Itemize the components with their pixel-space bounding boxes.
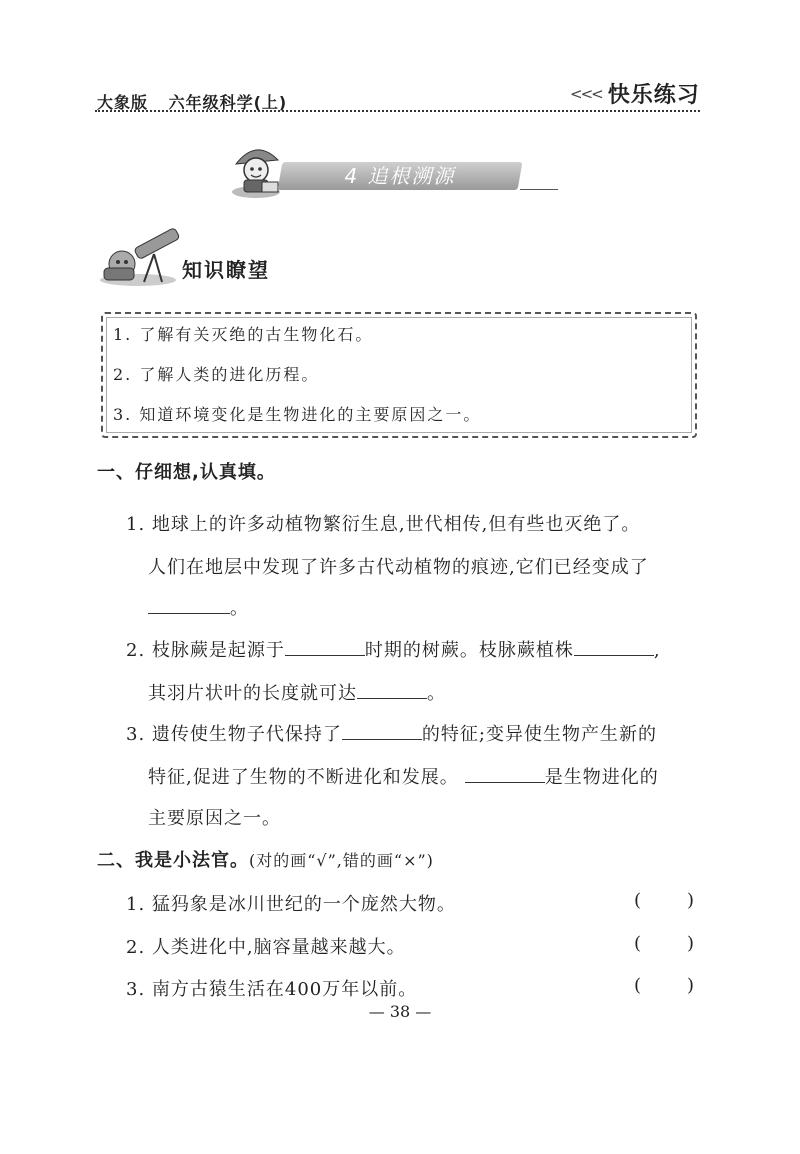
publisher-label: 大象版 [97,93,149,112]
judge-item-3: 3. 南方古猿生活在400万年以前。 [126,979,418,1000]
question-text: 其羽片状叶的长度就可达 [148,683,357,704]
brand-title: 快乐练习 [607,83,700,108]
goal-item: 2. 了解人类的进化历程。 [113,365,320,384]
fill-question-3-line-2 [148,763,659,789]
header-divider [95,110,700,112]
section-2-heading [97,846,434,872]
fill-question-1-line-2: 人们在地层中发现了许多古代动植物的痕迹,它们已经变成了 [148,557,649,578]
fill-question-3-line-3: 主要原因之一。 [148,808,281,829]
knowledge-label: 知识瞭望 [182,258,270,282]
learning-goals-box [101,312,697,438]
answer-blank[interactable] [357,680,427,699]
answer-blank[interactable] [574,637,654,656]
fill-question-3-line-1 [126,720,657,746]
fill-question-1-line-1: 1. 地球上的许多动植物繁衍生息,世代相传,但有些也灭绝了。 [126,514,641,535]
title-underline [520,189,558,190]
paren-right: ) [687,975,695,996]
section-2-instruction: (对的画“√”,错的画“×”) [249,851,434,870]
question-text: 时期的树蕨。枝脉蕨植株 [364,640,574,661]
answer-blank[interactable] [285,637,365,656]
section-2-title: 二、我是小法官。 [97,850,249,871]
punctuation: , [653,640,661,661]
punctuation: 。 [427,683,446,704]
grade-subject-label: 六年级科学(上) [168,93,288,112]
page-number: — 38 — [368,1002,432,1021]
paren-left: ( [634,975,642,996]
chevrons-icon: <<< [570,84,602,103]
judge-item-2: 2. 人类进化中,脑容量越来越大。 [126,937,406,958]
answer-parentheses[interactable] [634,975,696,996]
question-text: 特征,促进了生物的不断进化和发展。 [148,767,459,788]
knowledge-heading [98,228,288,288]
fill-question-2-line-1 [126,636,661,662]
answer-blank[interactable] [342,721,422,740]
answer-blank[interactable] [465,764,545,783]
answer-blank[interactable] [148,595,230,614]
paren-left: ( [634,890,642,911]
telescope-icon [98,228,184,288]
paren-left: ( [634,933,642,954]
question-text: 的特征;变异使生物产生新的 [421,724,657,745]
fill-question-2-line-2 [148,679,446,705]
answer-parentheses[interactable] [634,933,696,954]
punctuation: 。 [230,598,249,619]
lesson-title-banner [228,142,568,200]
goal-item: 3. 知道环境变化是生物进化的主要原因之一。 [113,405,482,424]
judge-item-1: 1. 猛犸象是冰川世纪的一个庞然大物。 [126,894,456,915]
lesson-title: 4 追根溯源 [344,164,456,188]
paren-right: ) [687,890,695,911]
student-mascot-icon [228,142,288,200]
question-text: 是生物进化的 [544,767,659,788]
question-text: 2. 枝脉蕨是起源于 [126,640,285,661]
goal-item: 1. 了解有关灭绝的古生物化石。 [113,325,374,344]
answer-parentheses[interactable] [634,890,696,911]
section-1-title: 一、仔细想,认真填。 [97,462,276,483]
series-brand [570,78,700,109]
fill-question-1-line-3 [148,594,249,620]
paren-right: ) [687,933,695,954]
question-text: 3. 遗传使生物子代保持了 [126,724,342,745]
